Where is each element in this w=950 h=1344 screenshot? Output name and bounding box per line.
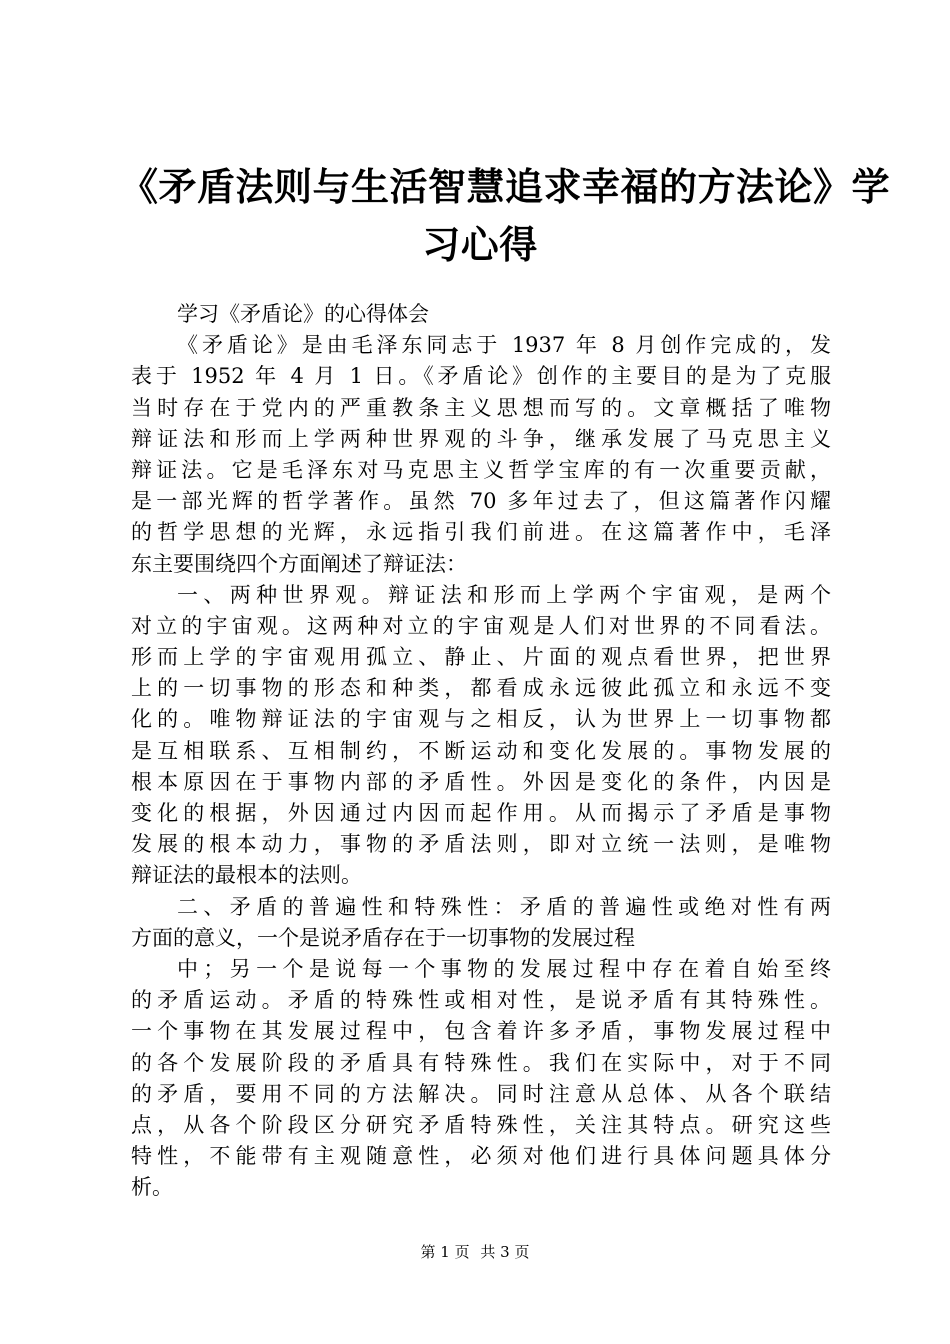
document-title [120, 158, 891, 274]
page-total: 共 3 页 [480, 1243, 530, 1261]
text-line: 学习《矛盾论》的心得体会 [177, 302, 429, 326]
text-line: 的矛盾运动。矛盾的特殊性或相对性，是说矛盾有其特殊性。 [131, 988, 831, 1013]
text-line: 东主要围绕四个方面阐述了辩证法： [131, 551, 467, 576]
page-footer [0, 1242, 950, 1262]
text-line: 是一部光辉的哲学著作。虽然 70 多年过去了，但这篇著作闪耀 [131, 489, 831, 514]
text-line: 是互相联系、互相制约，不断运动和变化发展的。事物发展的 [131, 738, 831, 763]
text-line: 辩证法。它是毛泽东对马克思主义哲学宝库的有一次重要贡献， [131, 457, 831, 482]
text-line: 的各个发展阶段的矛盾具有特殊性。我们在实际中，对于不同 [131, 1050, 831, 1075]
title-line-1: 《矛盾法则与生活智慧追求幸福的方法论》学 [120, 165, 891, 209]
text-line: 对立的宇宙观。这两种对立的宇宙观是人们对世界的不同看法。 [131, 613, 831, 638]
text-line: 表于 1952 年 4 月 1 日。《矛盾论》创作的主要目的是为了克服 [131, 364, 831, 389]
title-line-2: 习心得 [422, 223, 538, 267]
text-line: 辩证法的最根本的法则。 [131, 863, 362, 888]
page-number: 第 1 页 [420, 1243, 470, 1261]
text-line: 当时存在于党内的严重教条主义思想而写的。文章概括了唯物 [131, 395, 831, 420]
text-line: 上的一切事物的形态和种类，都看成永远彼此孤立和永远不变 [131, 676, 831, 701]
text-line: 的矛盾，要用不同的方法解决。同时注意从总体、从各个联结 [131, 1081, 831, 1106]
document-body [131, 299, 831, 1203]
text-line: 二、矛盾的普遍性和特殊性：矛盾的普遍性或绝对性有两 [177, 894, 831, 919]
text-line: 中；另一个是说每一个事物的发展过程中存在着自始至终 [177, 956, 831, 981]
text-line: 一个事物在其发展过程中，包含着许多矛盾，事物发展过程中 [131, 1019, 831, 1044]
text-line: 辩证法和形而上学两种世界观的斗争，继承发展了马克思主义 [131, 426, 831, 451]
text-line: 《矛盾论》是由毛泽东同志于 1937 年 8 月创作完成的，发 [177, 333, 831, 358]
text-line: 化的。唯物辩证法的宇宙观与之相反，认为世界上一切事物都 [131, 707, 831, 732]
text-line: 的哲学思想的光辉，永远指引我们前进。在这篇著作中，毛泽 [131, 520, 831, 545]
text-line: 形而上学的宇宙观用孤立、静止、片面的观点看世界，把世界 [131, 645, 831, 670]
text-line: 变化的根据，外因通过内因而起作用。从而揭示了矛盾是事物 [131, 801, 831, 825]
text-line: 特性，不能带有主观随意性，必须对他们进行具体问题具体分 [131, 1144, 831, 1169]
text-line: 发展的根本动力，事物的矛盾法则，即对立统一法则，是唯物 [131, 832, 831, 857]
text-line: 根本原因在于事物内部的矛盾性。外因是变化的条件，内因是 [131, 769, 831, 794]
text-line: 方面的意义，一个是说矛盾存在于一切事物的发展过程 [131, 925, 635, 950]
text-line: 一、两种世界观。辩证法和形而上学两个宇宙观，是两个 [177, 582, 831, 607]
text-line: 析。 [131, 1175, 173, 1200]
text-line: 点，从各个阶段区分研究矛盾特殊性，关注其特点。研究这些 [131, 1112, 831, 1137]
